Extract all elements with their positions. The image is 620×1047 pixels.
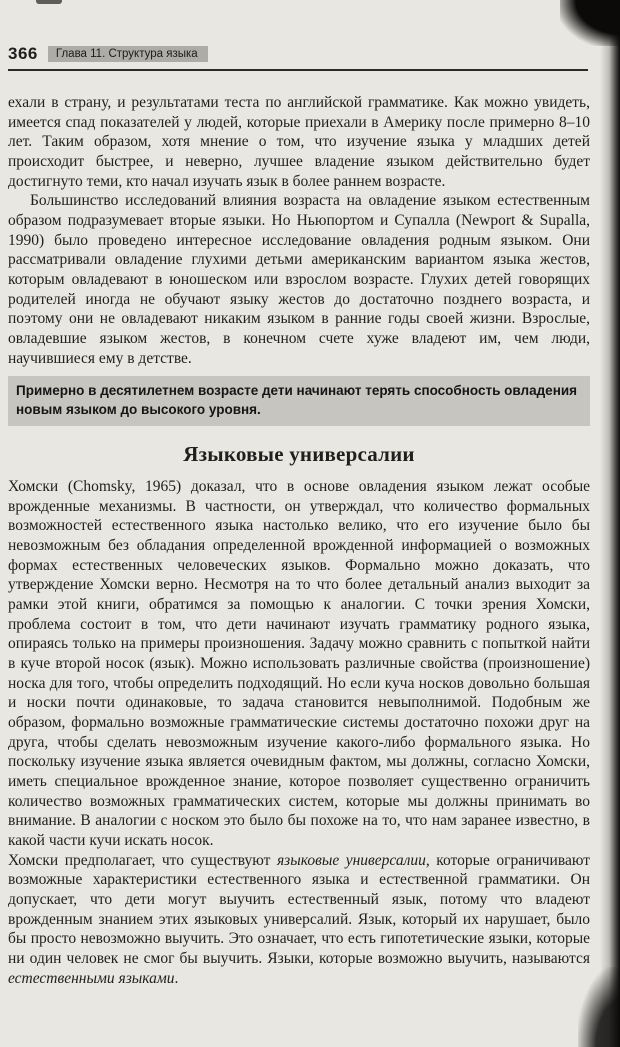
italic-term: языковые универсалии bbox=[276, 851, 426, 869]
page-content bbox=[8, 93, 590, 988]
paragraph bbox=[8, 191, 590, 368]
paragraph bbox=[8, 477, 590, 851]
paragraph bbox=[8, 851, 590, 989]
text-run: , которые ограничивают возможные характеристики естественного языка и естественной грамматики. Он допускает, что дети могут выучить естественный язык, потому что владеют врожденным знанием этих языковых универсалий. Язык, который их нарушает, было бы просто невозможно выучить. Это означает, что есть гипотетические языки, которые ни один человек не смог бы выучить. Языки, которые возможно выучить, называются bbox=[8, 851, 590, 967]
text-run: . bbox=[174, 969, 179, 987]
text-run: Хомски предполагает, что существуют bbox=[8, 851, 277, 869]
text-run: Большинство исследований влияния возраста на овладение языком естественным образом подразумевает вторые языки. Но Ньюпортом и Супалла (Newport & Supalla, 1990) было проведено интересное исследование овладения родным языком. Они рассматривали овладение глухими детьми американским вариантом языка жестов, которым овладевают в юношеском или взрослом возрасте. Глухих детей говорящих родителей иногда не обучают языку жестов до достаточно позднего возраста, и поэтому они не овладевают никаким языком в ранние годы своей жизни. Взрослые, овладевшие языком жестов, в конечном счете хуже владеют им, чем люди, научившиеся ему в детстве. bbox=[8, 192, 590, 367]
scan-shadow-top-right bbox=[560, 0, 620, 46]
chapter-title-bar: Глава 11. Структура языка bbox=[48, 46, 208, 62]
body-paragraphs-bottom bbox=[8, 477, 590, 988]
scan-artifact-speck bbox=[36, 0, 62, 4]
key-point-box: Примерно в десятилетнем возрасте дети начинают терять способность овладения новым языком до высокого уровня. bbox=[8, 376, 590, 425]
paragraph bbox=[8, 93, 590, 191]
body-paragraphs-top bbox=[8, 93, 590, 368]
section-heading: Языковые универсалии bbox=[183, 441, 415, 466]
text-run: Хомски (Chomsky, 1965) доказал, что в основе овладения языком лежат особые врожденные механизмы. В частности, он утверждал, что количество формальных возможностей естественного языка настолько велико, что его изучение было бы невозможным без обладания определенной врожденной информацией о возможных формах естественных человеческих языков. Формально можно доказать, что утверждение Хомски верно. Несмотря на то что более детальный анализ выходит за рамки этой книги, обратимся за помощью к аналогии. С точки зрения Хомски, проблема состоит в том, что дети начинают изучать грамматику родного языка, опираясь только на примеры произношения. Задачу можно сравнить с попыткой найти в куче второй носок (язык). Можно использовать различные свойства (произношение) носка для того, чтобы определить подходящий. Но если куча носков довольно большая и носки почти одинаковые, то задача становится невыполнимой. Подобным же образом, формально возможные грамматические системы достаточно похожи друг на друга, чтобы сделать невозможным изучение какого-либо формального языка. Но поскольку изучение языка является очевидным фактом, мы должны, согласно Хомски, иметь специальное врожденное знание, которое позволяет существенно ограничить количество возможных грамматических систем, которые мы должны принимать во внимание. В аналогии с носком это было бы похоже на то, что нам заранее известно, в какой части кучи искать носок. bbox=[8, 477, 590, 849]
text-run: ехали в страну, и результатами теста по английской грамматике. Как можно увидеть, имеется спад показателей у людей, которые приехали в Америку после примерно 8–10 лет. Таким образом, хотя мнение о том, что изучение языка у младших детей происходит быстрее, и неверно, лучшее владение языком действительно будет достигнуто теми, кто начал изучать язык в более раннем возрасте. bbox=[8, 94, 590, 190]
italic-term: естественными языками bbox=[8, 969, 175, 987]
page-header bbox=[8, 44, 588, 71]
page-number: 366 bbox=[8, 44, 38, 63]
scan-shadow-right-edge bbox=[600, 0, 620, 1047]
